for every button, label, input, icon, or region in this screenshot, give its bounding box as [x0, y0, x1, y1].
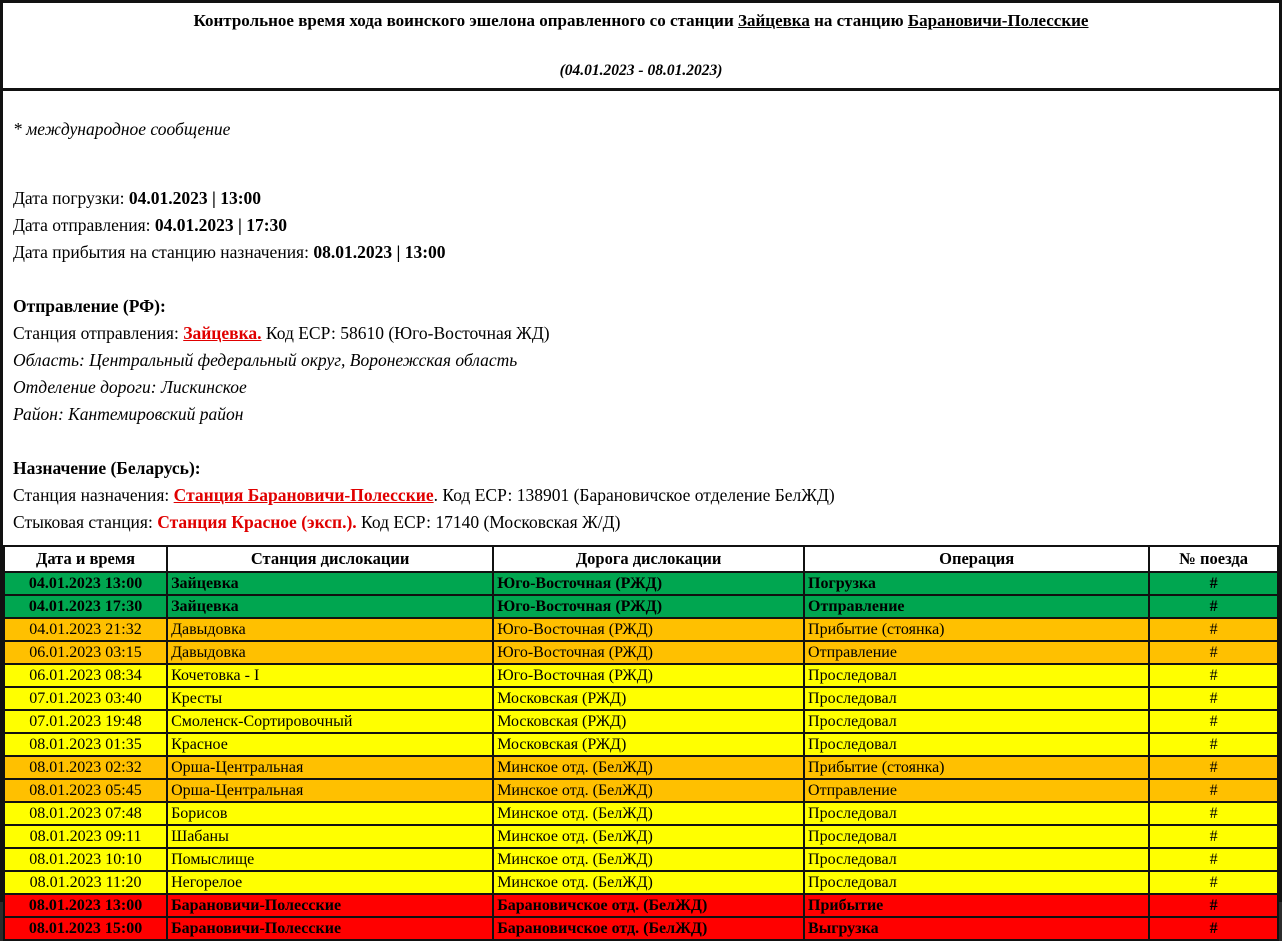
header-operation: Операция	[804, 546, 1149, 572]
cell-station: Давыдовка	[167, 641, 493, 664]
cell-datetime: 08.01.2023 02:32	[4, 756, 167, 779]
junction-station-label: Стыковая станция:	[13, 512, 158, 532]
header-station: Станция дислокации	[167, 546, 493, 572]
header-train-number: № поезда	[1149, 546, 1278, 572]
dates-block	[13, 185, 1269, 266]
departure-region-line: Область: Центральный федеральный округ, Воронежская область	[13, 350, 518, 370]
table-row	[4, 756, 1278, 779]
cell-station: Красное	[167, 733, 493, 756]
cell-operation: Проследовал	[804, 687, 1149, 710]
table-row	[4, 733, 1278, 756]
cell-station: Орша-Центральная	[167, 756, 493, 779]
cell-operation: Прибытие (стоянка)	[804, 756, 1149, 779]
cell-station: Борисов	[167, 802, 493, 825]
title-box	[3, 3, 1279, 91]
cell-road: Юго-Восточная (РЖД)	[493, 572, 804, 595]
arrival-date-line	[13, 239, 1269, 266]
cell-station: Зайцевка	[167, 595, 493, 618]
cell-operation: Прибытие (стоянка)	[804, 618, 1149, 641]
cell-road: Барановичское отд. (БелЖД)	[493, 917, 804, 940]
loading-date-label: Дата погрузки:	[13, 188, 129, 208]
cell-operation: Проследовал	[804, 733, 1149, 756]
cell-station: Орша-Центральная	[167, 779, 493, 802]
cell-datetime: 08.01.2023 05:45	[4, 779, 167, 802]
table-row	[4, 779, 1278, 802]
cell-operation: Выгрузка	[804, 917, 1149, 940]
cell-datetime: 08.01.2023 11:20	[4, 871, 167, 894]
cell-train-number: #	[1149, 871, 1278, 894]
junction-station-code: Код ЕСР: 17140 (Московская Ж/Д)	[356, 512, 621, 532]
table-row	[4, 710, 1278, 733]
header-road: Дорога дислокации	[493, 546, 804, 572]
cell-train-number: #	[1149, 894, 1278, 917]
cell-station: Зайцевка	[167, 572, 493, 595]
cell-road: Юго-Восточная (РЖД)	[493, 641, 804, 664]
cell-operation: Отправление	[804, 595, 1149, 618]
loading-date-line	[13, 185, 1269, 212]
title-middle: на станцию	[809, 11, 908, 30]
route-table-body	[4, 572, 1278, 940]
cell-operation: Проследовал	[804, 825, 1149, 848]
departure-station-label: Станция отправления:	[13, 323, 184, 343]
table-row	[4, 871, 1278, 894]
cell-station: Смоленск-Сортировочный	[167, 710, 493, 733]
cell-operation: Проследовал	[804, 871, 1149, 894]
cell-train-number: #	[1149, 733, 1278, 756]
report-body	[3, 116, 1279, 536]
cell-road: Минское отд. (БелЖД)	[493, 756, 804, 779]
departure-district-line: Район: Кантемировский район	[13, 404, 244, 424]
cell-operation: Прибытие	[804, 894, 1149, 917]
departure-date-label: Дата отправления:	[13, 215, 155, 235]
cell-datetime: 08.01.2023 07:48	[4, 802, 167, 825]
cell-datetime: 07.01.2023 19:48	[4, 710, 167, 733]
cell-datetime: 04.01.2023 13:00	[4, 572, 167, 595]
destination-section-heading: Назначение (Беларусь):	[13, 458, 201, 478]
cell-datetime: 07.01.2023 03:40	[4, 687, 167, 710]
departure-date-value: 04.01.2023 | 17:30	[154, 215, 288, 235]
header-datetime: Дата и время	[4, 546, 167, 572]
departure-station-line	[13, 320, 1269, 347]
table-row	[4, 618, 1278, 641]
cell-operation: Отправление	[804, 641, 1149, 664]
cell-train-number: #	[1149, 756, 1278, 779]
table-row	[4, 825, 1278, 848]
junction-station-name: Станция Красное (эксп.).	[157, 512, 357, 532]
table-row	[4, 894, 1278, 917]
cell-road: Минское отд. (БелЖД)	[493, 825, 804, 848]
cell-train-number: #	[1149, 825, 1278, 848]
arrival-date-label: Дата прибытия на станцию назначения:	[13, 242, 314, 262]
cell-train-number: #	[1149, 802, 1278, 825]
cell-datetime: 08.01.2023 13:00	[4, 894, 167, 917]
page-title	[15, 10, 1267, 32]
cell-train-number: #	[1149, 779, 1278, 802]
title-prefix: Контрольное время хода воинского эшелона оправленного со станции	[193, 11, 739, 30]
loading-date-value: 04.01.2023 | 13:00	[128, 188, 262, 208]
cell-datetime: 04.01.2023 21:32	[4, 618, 167, 641]
cell-road: Московская (РЖД)	[493, 710, 804, 733]
arrival-date-value: 08.01.2023 | 13:00	[313, 242, 446, 262]
cell-train-number: #	[1149, 848, 1278, 871]
cell-station: Барановичи-Полесские	[167, 917, 493, 940]
cell-train-number: #	[1149, 664, 1278, 687]
cell-road: Московская (РЖД)	[493, 733, 804, 756]
departure-station-name: Зайцевка.	[183, 323, 262, 343]
cell-station: Барановичи-Полесские	[167, 894, 493, 917]
cell-operation: Отправление	[804, 779, 1149, 802]
cell-station: Давыдовка	[167, 618, 493, 641]
cell-datetime: 06.01.2023 03:15	[4, 641, 167, 664]
cell-road: Минское отд. (БелЖД)	[493, 848, 804, 871]
cell-operation: Проследовал	[804, 664, 1149, 687]
route-table-head	[4, 546, 1278, 572]
title-station-to: Барановичи-Полесские	[907, 11, 1089, 30]
date-range-subtitle: (04.01.2023 - 08.01.2023)	[559, 62, 723, 79]
table-row	[4, 595, 1278, 618]
title-station-from: Зайцевка	[738, 11, 810, 30]
cell-train-number: #	[1149, 572, 1278, 595]
departure-section-heading: Отправление (РФ):	[13, 296, 166, 316]
destination-station-code: . Код ЕСР: 138901 (Барановичское отделение БелЖД)	[433, 485, 835, 505]
cell-station: Кочетовка - I	[167, 664, 493, 687]
table-row	[4, 802, 1278, 825]
destination-station-line	[13, 482, 1269, 509]
cell-road: Юго-Восточная (РЖД)	[493, 595, 804, 618]
route-table	[3, 545, 1279, 941]
destination-station-label: Станция назначения:	[13, 485, 174, 505]
cell-operation: Проследовал	[804, 710, 1149, 733]
cell-operation: Погрузка	[804, 572, 1149, 595]
cell-road: Юго-Восточная (РЖД)	[493, 664, 804, 687]
table-row	[4, 664, 1278, 687]
cell-train-number: #	[1149, 618, 1278, 641]
cell-road: Минское отд. (БелЖД)	[493, 802, 804, 825]
cell-station: Кресты	[167, 687, 493, 710]
cell-operation: Проследовал	[804, 802, 1149, 825]
cell-station: Помыслище	[167, 848, 493, 871]
cell-station: Негорелое	[167, 871, 493, 894]
table-row	[4, 572, 1278, 595]
cell-train-number: #	[1149, 641, 1278, 664]
cell-datetime: 08.01.2023 09:11	[4, 825, 167, 848]
cell-road: Барановичское отд. (БелЖД)	[493, 894, 804, 917]
cell-road: Минское отд. (БелЖД)	[493, 779, 804, 802]
cell-datetime: 08.01.2023 10:10	[4, 848, 167, 871]
cell-datetime: 04.01.2023 17:30	[4, 595, 167, 618]
cell-datetime: 08.01.2023 15:00	[4, 917, 167, 940]
junction-station-line	[13, 509, 1269, 536]
cell-datetime: 08.01.2023 01:35	[4, 733, 167, 756]
table-row	[4, 687, 1278, 710]
departure-date-line	[13, 212, 1269, 239]
cell-train-number: #	[1149, 710, 1278, 733]
cell-road: Московская (РЖД)	[493, 687, 804, 710]
departure-division-line: Отделение дороги: Лискинское	[13, 377, 247, 397]
cell-train-number: #	[1149, 595, 1278, 618]
table-row	[4, 641, 1278, 664]
cell-train-number: #	[1149, 687, 1278, 710]
header-row	[4, 546, 1278, 572]
destination-station-name: Станция Барановичи-Полесские	[173, 485, 434, 505]
cell-train-number: #	[1149, 917, 1278, 940]
international-note: * международное сообщение	[13, 119, 231, 139]
cell-road: Юго-Восточная (РЖД)	[493, 618, 804, 641]
cell-operation: Проследовал	[804, 848, 1149, 871]
table-row	[4, 917, 1278, 940]
cell-datetime: 06.01.2023 08:34	[4, 664, 167, 687]
cell-station: Шабаны	[167, 825, 493, 848]
table-row	[4, 848, 1278, 871]
cell-road: Минское отд. (БелЖД)	[493, 871, 804, 894]
departure-station-code: Код ЕСР: 58610 (Юго-Восточная ЖД)	[261, 323, 550, 343]
